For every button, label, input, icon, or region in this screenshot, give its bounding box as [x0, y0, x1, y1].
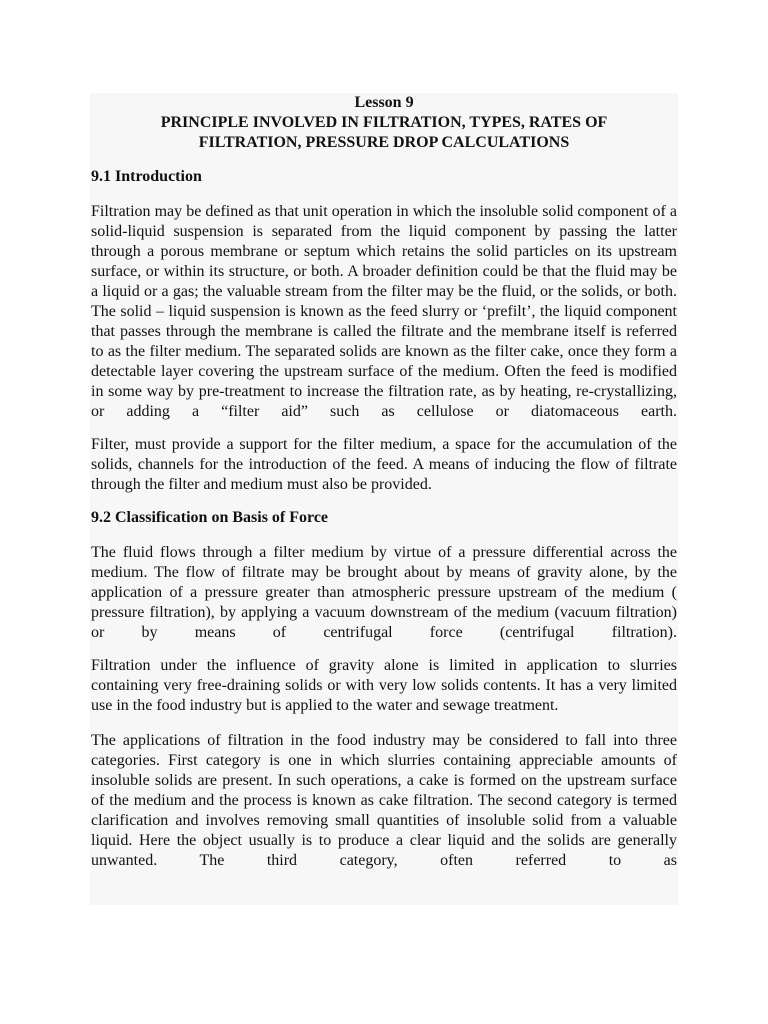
paragraph: The fluid flows through a filter medium by virtue of a pressure differential across the medium. The flow of filtrate may be brought about by means of gravity alone, by the application of a pressure greater than atmospheric pressure upstream of the medium ( pressure filtration), by applying a vacuum downstream of the medium (vacuum filtration) or by means of centrifugal force (centrifugal filtration).	[91, 544, 677, 641]
document-content	[91, 93, 677, 871]
paragraph: Filtration may be defined as that unit operation in which the insoluble solid component of a solid-liquid suspension is separated from the liquid component by passing the latter through a porous membrane or septum which retains the solid particles on its upstream surface, or within its structure, or both. A broader definition could be that the fluid may be a liquid or a gas; the valuable stream from the filter may be the fluid, or the solids, or both. The solid – liquid suspension is known as the feed slurry or ‘prefilt’, the liquid component that passes through the membrane is called the filtrate and the membrane itself is referred to as the filter medium. The separated solids are known as the filter cake, once they form a detectable layer covering the upstream surface of the medium. Often the feed is modified in some way by pre-treatment to increase the filtration rate, as by heating, re-crystallizing, or adding a “filter aid” such as cellulose or diatomaceous earth.	[91, 203, 677, 420]
section-heading-classification: 9.2 Classification on Basis of Force	[91, 509, 329, 526]
paragraph: Filtration under the influence of gravity alone is limited in application to slurries containing very free-draining solids or with very low solids contents. It has a very limited use in the food industry but is applied to the water and sewage treatment.	[91, 657, 677, 714]
lesson-title-line-2: FILTRATION, PRESSURE DROP CALCULATIONS	[198, 134, 570, 151]
paragraph: The applications of filtration in the food industry may be considered to fall into three categories. First category is one in which slurries containing appreciable amounts of insoluble solids are present. In such operations, a cake is formed on the upstream surface of the medium and the process is known as cake filtration. The second category is termed clarification and involves removing small quantities of insoluble solid from a valuable liquid. Here the object usually is to produce a clear liquid and the solids are generally unwanted. The third category, often referred to as	[91, 732, 677, 869]
lesson-number: Lesson 9	[354, 94, 414, 111]
section-heading-introduction: 9.1 Introduction	[91, 168, 202, 185]
paragraph: Filter, must provide a support for the filter medium, a space for the accumulation of the solids, channels for the introduction of the feed. A means of inducing the flow of filtrate through the filter and medium must also be provided.	[91, 436, 677, 493]
lesson-title-line-1: PRINCIPLE INVOLVED IN FILTRATION, TYPES, RATES OF	[160, 114, 608, 131]
